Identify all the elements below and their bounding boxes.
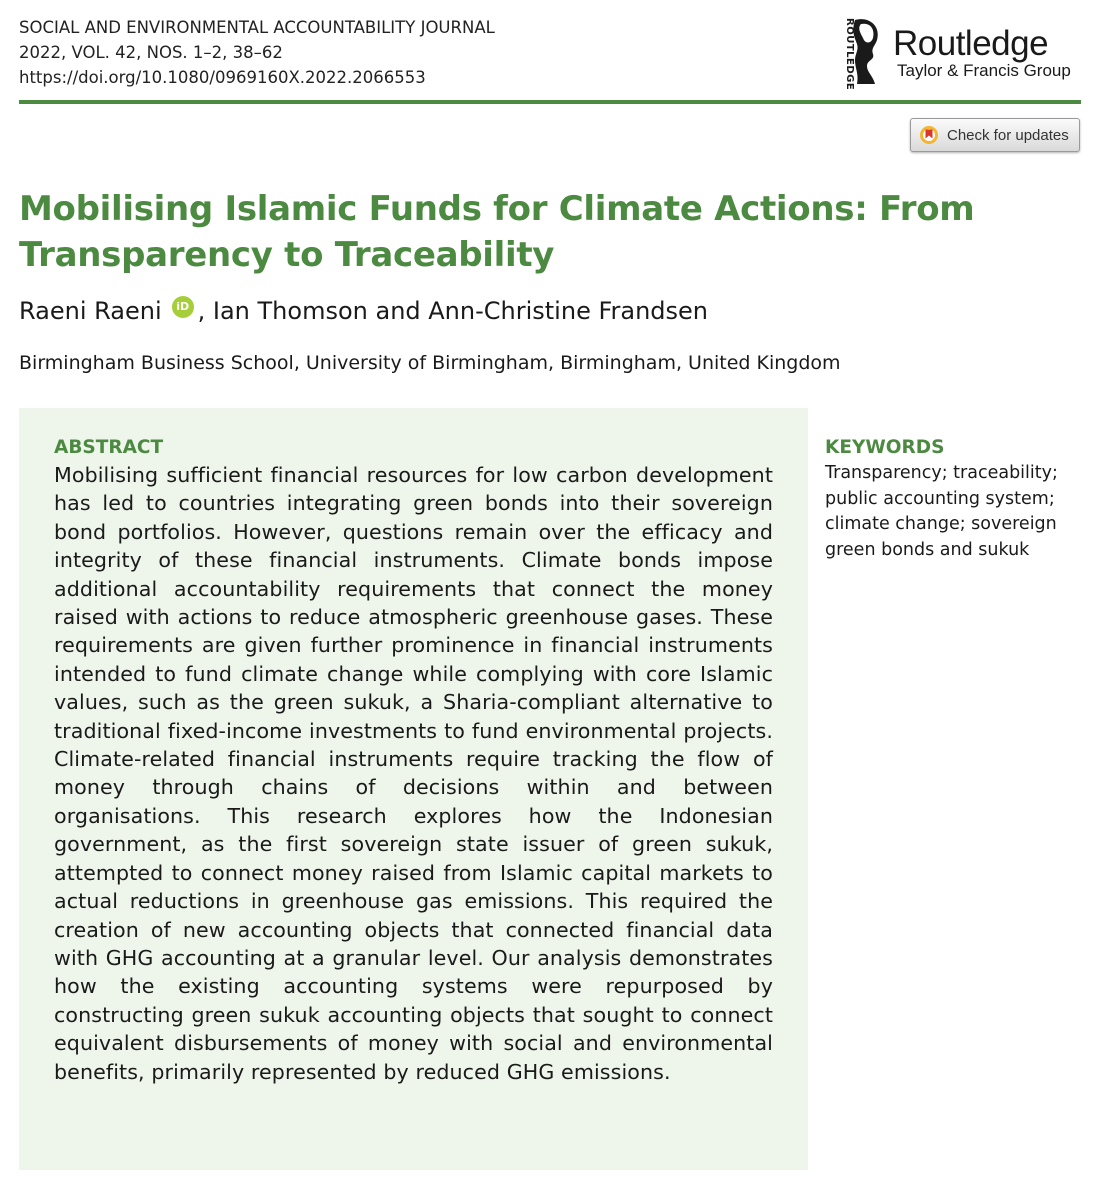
affiliation: Birmingham Business School, University of Birmingham, Birmingham, United Kingdom xyxy=(19,352,841,374)
journal-name: SOCIAL AND ENVIRONMENTAL ACCOUNTABILITY JOURNAL xyxy=(19,18,495,37)
publisher-group: Taylor & Francis Group xyxy=(897,61,1071,80)
routledge-logo[interactable] xyxy=(833,12,1093,92)
crossmark-icon xyxy=(919,125,939,145)
doi-link[interactable]: https://doi.org/10.1080/0969160X.2022.2066553 xyxy=(19,68,426,87)
check-for-updates-button[interactable] xyxy=(910,118,1080,152)
abstract-heading: ABSTRACT xyxy=(54,437,164,458)
publisher-name: Routledge xyxy=(893,24,1049,63)
routledge-mark-text: ROUTLEDGE xyxy=(844,18,855,90)
check-for-updates-label: Check for updates xyxy=(947,126,1069,144)
author-list xyxy=(19,296,708,326)
orcid-label: iD xyxy=(176,300,190,313)
abstract-text: Mobilising sufficient financial resources for low carbon development has led to countries integrating green bonds into their sovereign bond portfolios. However, questions remain over the efficacy and integrity of these financial instruments. Climate bonds impose additional accountability requirements that connect the money raised with actions to reduce atmospheric greenhouse gases. These requirements are given further prominence in financial instruments intended to fund climate change while complying with core Islamic values, such as the green sukuk, a Sharia-compliant alternative to traditional fixed-income investments to fund environmental projects. Climate-related financial instruments require tracking the flow of money through chains of decisions within and between organisations. This research explores how the Indonesian government, as the first sovereign state issuer of green sukuk, attempted to connect money raised from Islamic capital markets to actual reductions in greenhouse gas emissions. This required the creation of new accounting objects that connected financial data with GHG accounting at a granular level. Our analysis demonstrates how the existing accounting systems were repurposed by constructing green sukuk accounting objects that sought to connect equivalent disbursements of money with social and environmental benefits, primarily represented by reduced GHG emissions. xyxy=(54,463,773,1084)
keywords-text: Transparency; traceability; public accounting system; climate change; sovereign green bonds and sukuk xyxy=(825,463,1058,560)
journal-meta xyxy=(19,15,495,90)
orcid-icon[interactable] xyxy=(172,296,194,318)
keywords-heading: KEYWORDS xyxy=(825,437,945,458)
routledge-head-icon xyxy=(833,14,889,90)
volume-info: 2022, VOL. 42, NOS. 1–2, 38–62 xyxy=(19,43,283,62)
co-authors: , Ian Thomson and Ann-Christine Frandsen xyxy=(197,297,709,325)
article-title: Mobilising Islamic Funds for Climate Actions: From Transparency to Traceability xyxy=(19,189,975,275)
header-rule xyxy=(19,100,1081,104)
author-name[interactable]: Raeni Raeni xyxy=(19,297,162,325)
